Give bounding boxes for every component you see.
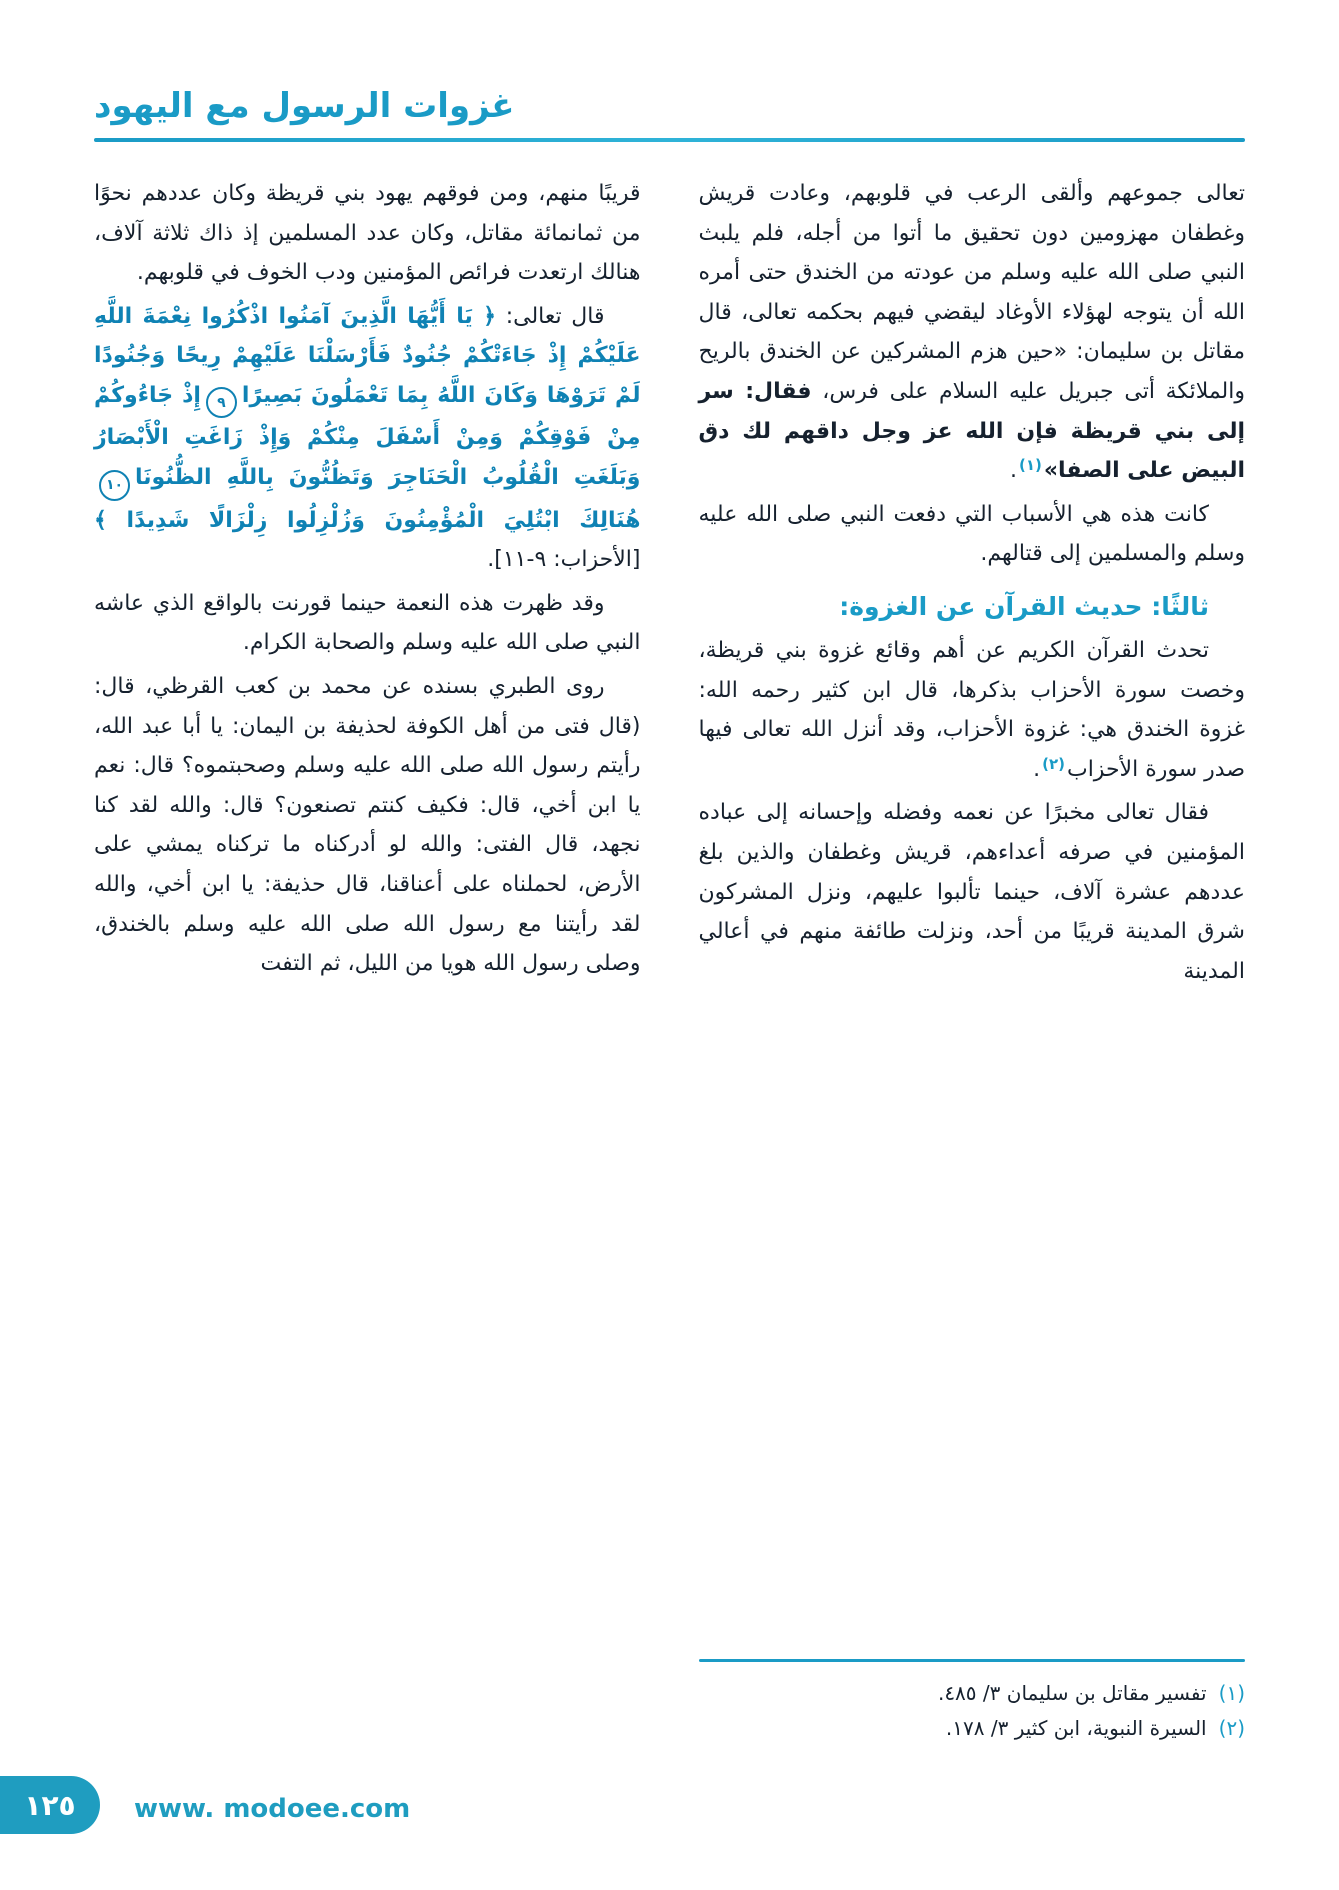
footnote-ref-2: (٢) bbox=[1042, 754, 1065, 773]
footnote-ref-1: (١) bbox=[1018, 456, 1042, 475]
paragraph-text: تعالى جموعهم وألقى الرعب في قلوبهم، وعادت قريش وغطفان مهزومين دون تحقيق ما أتوا من أجله، فلم يلبث النبي صلى الله عليه وسلم من عودته من الخندق حتى أمره الله أن يتوجه لهؤلاء الأوغاد ليقضي فيهم بحكمه تعالى، قال مقاتل بن سليمان: «حين هزم المشركين عن الخندق بالريح والملائكة أتى جبريل عليه السلام على فرس، bbox=[698, 181, 1245, 404]
quran-verse bbox=[94, 304, 641, 533]
footnote-number: (١) bbox=[1218, 1681, 1245, 1705]
paragraph: كانت هذه هي الأسباب التي دفعت النبي صلى الله عليه وسلم والمسلمين إلى قتالهم. bbox=[698, 501, 1245, 567]
website-link[interactable]: www. modoee.com bbox=[134, 1794, 411, 1824]
ornate-close-bracket: ﴾ bbox=[94, 507, 107, 533]
section-heading: ثالثًا: حديث القرآن عن الغزوة: bbox=[839, 591, 1209, 621]
page-number-badge bbox=[0, 1776, 100, 1834]
page-number: ١٢٥ bbox=[24, 1788, 76, 1822]
verse-attribution: [الأحزاب: ٩-١١]. bbox=[487, 547, 641, 573]
page-header bbox=[94, 86, 1245, 142]
paragraph-bold-text: فقال: سر إلى بني قريظة فإن الله عز وجل داقهم لك دق البيض على الصفا» bbox=[698, 378, 1245, 484]
paragraph-text: . bbox=[1033, 756, 1041, 782]
paragraph-text: . bbox=[1009, 458, 1017, 484]
paragraph bbox=[699, 174, 1246, 491]
quran-paragraph bbox=[94, 297, 641, 580]
aya-marker-10: ١٠ bbox=[99, 470, 130, 501]
column-left bbox=[94, 174, 641, 1746]
page-content bbox=[94, 86, 1245, 1746]
paragraph: روى الطبري بسنده عن محمد بن كعب القرظي، قال: (قال فتى من أهل الكوفة لحذيفة بن اليمان: يا أبا عبد الله، رأيتم رسول الله صلى الله عليه وسلم وصحبتموه؟ قال: نعم يا ابن أخي، قال: فكيف كنتم تصنعون؟ قال: والله لقد كنا نجهد، قال الفتى: والله لو أدركناه ما تركناه يمشي على الأرض، لحملناه على أعناقنا، قال حذيفة: يا ابن أخي، والله لقد رأيتنا مع رسول الله صلى الله عليه وسلم بالخندق، وصلى رسول الله هويا من الليل، ثم التفت bbox=[94, 673, 641, 977]
aya-marker-9: ٩ bbox=[206, 387, 237, 418]
footnote-number: (٢) bbox=[1218, 1716, 1245, 1740]
footnote-item bbox=[699, 1711, 1246, 1746]
footnote-text: تفسير مقاتل بن سليمان ٣/ ٤٨٥. bbox=[937, 1681, 1207, 1705]
paragraph: قريبًا منهم، ومن فوقهم يهود بني قريظة وكان عددهم نحوًا من ثمانمائة مقاتل، وكان عدد المسلمين إذ ذاك ثلاثة آلاف، هنالك ارتعدت فرائص المؤمنين ودب الخوف في قلوبهم. bbox=[94, 181, 641, 286]
ornate-open-bracket: ﴿ bbox=[483, 303, 497, 329]
paragraph-text: تحدث القرآن الكريم عن أهم وقائع غزوة بني قريظة، وخصت سورة الأحزاب بذكرها، قال ابن كثير رحمه الله: غزوة الخندق هي: غزوة الأحزاب، وقد أنزل الله تعالى فيها صدر سورة الأحزاب bbox=[698, 637, 1245, 782]
chapter-title: غزوات الرسول مع اليهود bbox=[94, 86, 515, 126]
text-columns bbox=[94, 174, 1245, 1746]
header-rule bbox=[94, 138, 1245, 142]
verse-text: إِذْ جَاءُوكُمْ مِنْ فَوْقِكُمْ وَمِنْ أَسْفَلَ مِنْكُمْ وَإِذْ زَاغَتِ الْأَبْصَارُ وَبَلَغَتِ الْقُلُوبُ الْحَنَاجِرَ وَتَظُنُّونَ بِاللَّهِ الظُّنُونَا bbox=[94, 382, 641, 491]
column-right bbox=[699, 174, 1246, 1746]
paragraph: فقال تعالى مخبرًا عن نعمه وفضله وإحسانه إلى عباده المؤمنين في صرفه أعداءهم، قريش وغطفان والذين بلغ عددهم عشرة آلاف، حينما تألبوا عليهم، ونزل المشركون شرق المدينة قريبًا من أحد، ونزلت طائفة منهم في أعالي المدينة bbox=[698, 800, 1245, 984]
footnote-separator bbox=[699, 1659, 1246, 1662]
footnotes bbox=[699, 1653, 1246, 1746]
footnote-text: السيرة النبوية، ابن كثير ٣/ ١٧٨. bbox=[945, 1716, 1207, 1740]
verse-text: يَا أَيُّهَا الَّذِينَ آمَنُوا اذْكُرُوا نِعْمَةَ اللَّهِ عَلَيْكُمْ إِذْ جَاءَتْكُمْ جُنُودٌ فَأَرْسَلْنَا عَلَيْهِمْ رِيحًا وَجُنُودًا لَمْ تَرَوْهَا وَكَانَ اللَّهُ بِمَا تَعْمَلُونَ بَصِيرًا bbox=[94, 303, 641, 408]
paragraph: وقد ظهرت هذه النعمة حينما قورنت بالواقع الذي عاشه النبي صلى الله عليه وسلم والصحابة الكرام. bbox=[94, 590, 641, 656]
paragraph bbox=[699, 631, 1246, 789]
footnote-item bbox=[699, 1676, 1246, 1711]
quran-intro: قال تعالى: bbox=[496, 303, 605, 329]
verse-text: هُنَالِكَ ابْتُلِيَ الْمُؤْمِنُونَ وَزُلْزِلُوا زِلْزَالًا شَدِيدًا bbox=[126, 507, 641, 533]
